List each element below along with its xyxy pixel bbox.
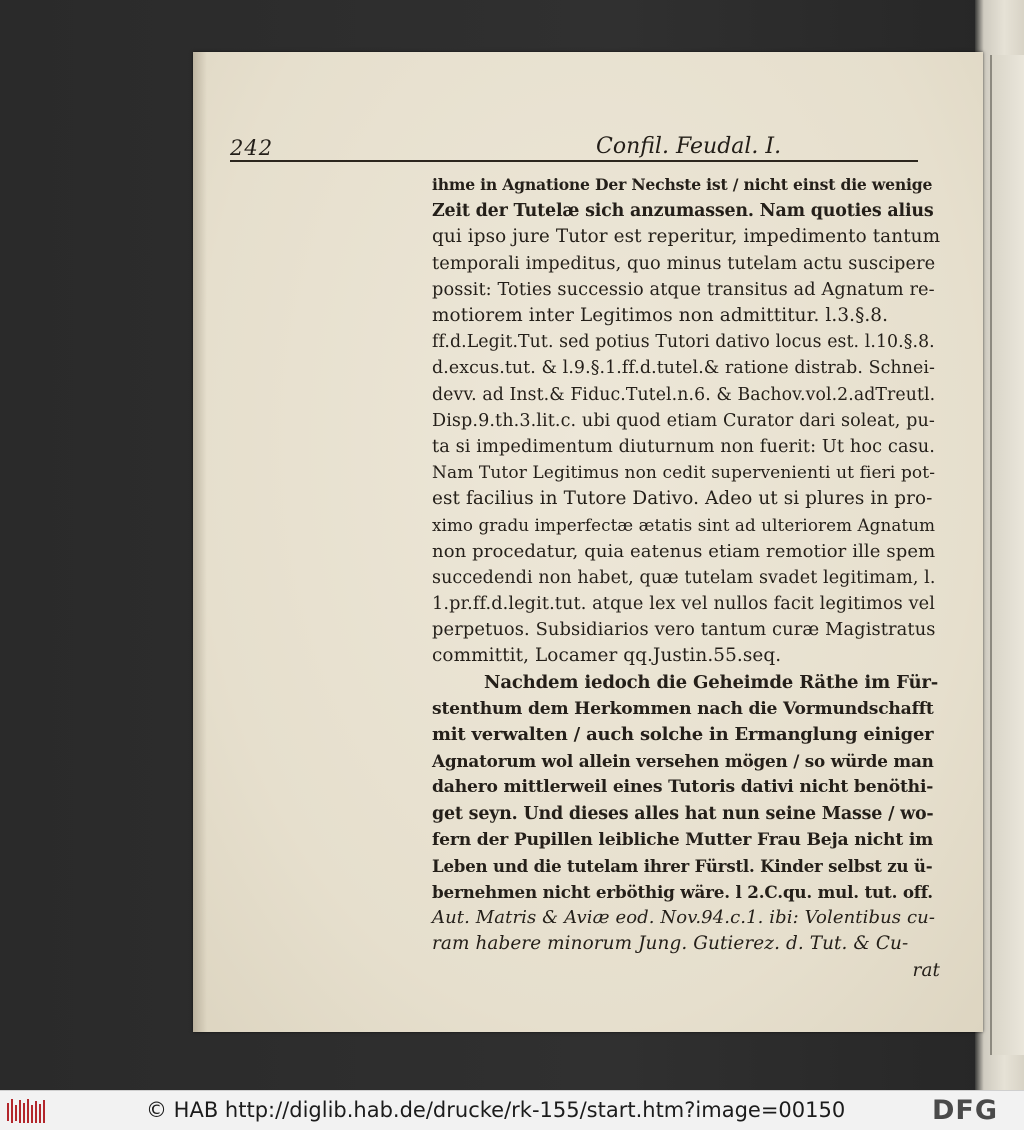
text-line: Nam Tutor Legitimus non cedit supervenienti ut fieri pot- bbox=[432, 463, 936, 484]
page-gutter-shadow bbox=[193, 52, 207, 1032]
text-line: d.excus.tut. & l.9.§.1.ff.d.tutel.& ratione distrab. Schnei- bbox=[432, 358, 935, 379]
text-line: ximo gradu imperfectæ ætatis sint ad ulteriorem Agnatum bbox=[432, 515, 936, 536]
text-line: Zeit der Tutelæ sich anzumassen. Nam quoties alius bbox=[432, 201, 934, 222]
text-line: est facilius in Tutore Dativo. Adeo ut si plures in pro- bbox=[432, 488, 933, 510]
text-line: dahero mittlerweil eines Tutoris dativi nicht benöthi- bbox=[432, 777, 934, 798]
text-line: devv. ad Inst.& Fiduc.Tutel.n.6. & Bachov.vol.2.adTreutl. bbox=[432, 384, 936, 405]
text-line: get seyn. Und dieses alles hat nun seine Masse / wo- bbox=[432, 803, 934, 824]
text-line: succedendi non habet, quæ tutelam svadet legitimam, l. bbox=[432, 567, 936, 588]
footer-bar bbox=[0, 1090, 1024, 1130]
catchword: rat bbox=[912, 959, 940, 981]
text-line: ta si impedimentum diuturnum non fuerit: Ut hoc casu. bbox=[432, 436, 936, 457]
header-rule bbox=[230, 160, 918, 162]
dfg-logo: DFG bbox=[932, 1095, 999, 1126]
text-line: Aut. Matris & Aviæ eod. Nov.94.c.1. ibi: Volentibus cu- bbox=[432, 907, 936, 929]
text-line: fern der Pupillen leibliche Mutter Frau Beja nicht im bbox=[432, 829, 934, 850]
page-header bbox=[230, 90, 936, 160]
text-line: ihme in Agnatione Der Nechste ist / nicht einst die wenige bbox=[432, 175, 933, 194]
text-line: 1.pr.ff.d.legit.tut. atque lex vel nullos facit legitimos vel bbox=[432, 594, 935, 614]
page-number: 242 bbox=[230, 136, 274, 160]
text-line: ram habere minorum Jung. Gutierez. d. Tut. & Cu- bbox=[432, 933, 909, 955]
text-line: mit verwalten / auch solche in Ermanglung einiger bbox=[432, 723, 934, 745]
text-line: committit, Locamer qq.Justin.55.seq. bbox=[432, 645, 782, 667]
text-line: stenthum dem Herkommen nach die Vormundschafft bbox=[432, 698, 934, 719]
text-line: Disp.9.th.3.lit.c. ubi quod etiam Curator dari soleat, pu- bbox=[432, 410, 935, 431]
running-head: Confil. Feudal. I. bbox=[596, 134, 782, 159]
text-line: temporali impeditus, quo minus tutelam actu suscipere bbox=[432, 253, 936, 274]
body-text bbox=[432, 172, 940, 984]
text-line: bernehmen nicht erböthig wäre. l 2.C.qu. mul. tut. off. bbox=[432, 882, 933, 903]
text-line: Agnatorum wol allein versehen mögen / so würde man bbox=[432, 751, 934, 772]
text-line: possit: Toties successio atque transitus ad Agnatum re- bbox=[432, 279, 935, 300]
text-line: qui ipso jure Tutor est reperitur, impedimento tantum bbox=[432, 226, 941, 248]
text-line: ff.d.Legit.Tut. sed potius Tutori dativo locus est. l.10.§.8. bbox=[432, 332, 935, 353]
text-line: non procedatur, quia eatenus etiam remotior ille spem bbox=[432, 540, 936, 562]
text-line: Nachdem iedoch die Geheimde Räthe im Für- bbox=[484, 671, 939, 693]
library-logo-icon bbox=[6, 1097, 46, 1125]
text-line: Leben und die tutelam ihrer Fürstl. Kinder selbst zu ü- bbox=[432, 855, 933, 876]
copyright-link[interactable]: © HAB http://diglib.hab.de/drucke/rk-155/start.htm?image=00150 bbox=[146, 1098, 846, 1122]
adjacent-page-sheet bbox=[990, 55, 1024, 1055]
text-line: perpetuos. Subsidiarios vero tantum curæ Magistratus bbox=[432, 619, 936, 641]
text-line: motiorem inter Legitimos non admittitur. l.3.§.8. bbox=[432, 304, 889, 326]
